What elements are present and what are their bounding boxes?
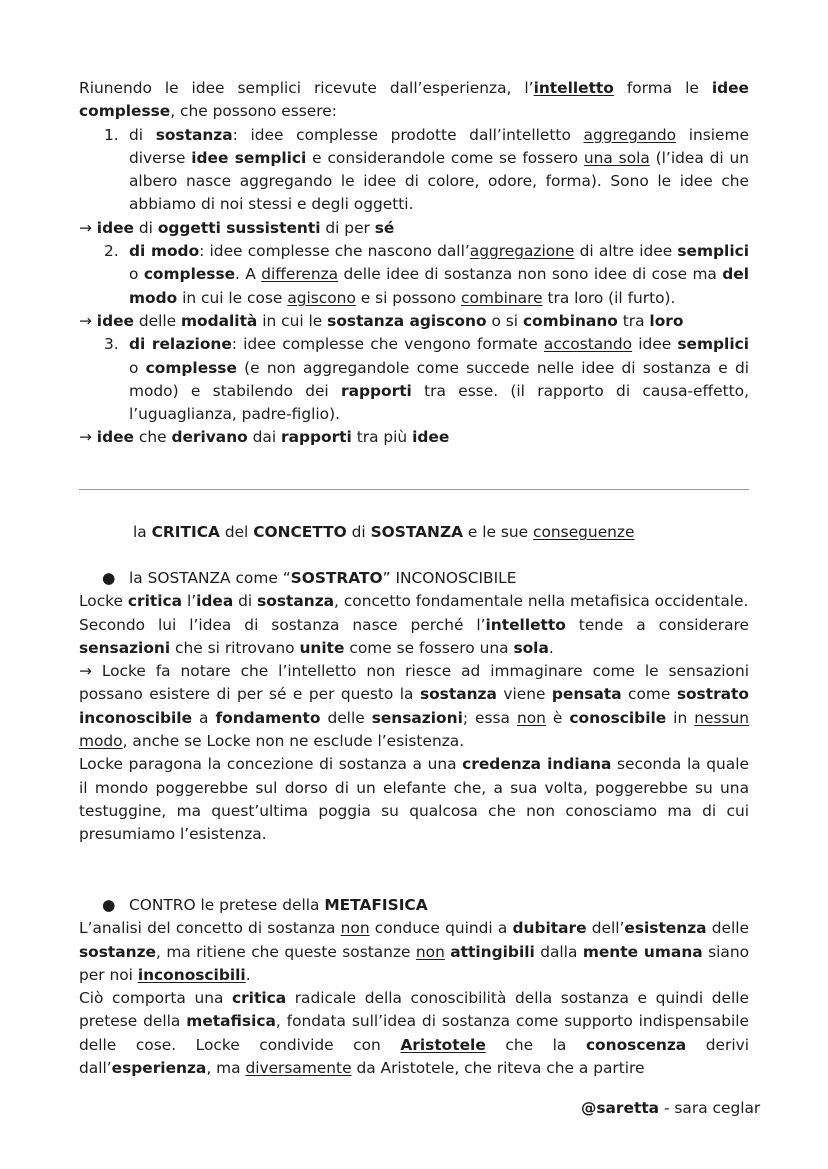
arrow-note-sostanza [79,217,749,240]
arrow-note-modo [79,310,749,333]
text-run: conoscibile [569,708,667,727]
section-heading [133,521,634,544]
text-run [138,966,246,984]
text-run: metafisica [186,1012,276,1031]
footer-signature [581,1097,760,1120]
list-item-relazione [104,333,749,426]
text-run: una sola [583,148,650,167]
paragraph [79,917,749,987]
paragraph [79,614,749,661]
text-run: delle idee di sostanza non sono idee di cose ma [338,265,723,284]
text-run: : idee complesse che vengono formate [231,335,544,354]
text-run: fondamento [215,708,321,727]
text-run: idee [632,335,678,354]
text-run: idee [412,428,450,447]
text-run: Riunendo le idee semplici ricevute dall’esperienza, l’ [79,79,534,97]
text-run: critica [231,989,287,1008]
text-run: la SOSTANZA come “ [129,569,291,587]
section-metafisica [79,894,749,1080]
text-run: accostando [543,335,633,354]
text-run: → [79,428,97,447]
text-run: (e non aggregandole come succede nelle idee di sostanza e di modo) e stabilendo dei [129,358,749,400]
text-run: CONCETTO [253,523,347,541]
text-run: delle [320,708,372,727]
text-run: dubitare [512,919,587,938]
text-run: idee [96,311,134,330]
text-run: non [516,708,546,727]
text-run: conoscenza [585,1035,687,1054]
bullet-title [129,569,516,587]
text-run: sostanza [419,685,497,704]
list-number: 2. [104,242,119,261]
text-run: delle [706,919,749,938]
text-run: che la [485,1035,586,1054]
text-run: da Aristotele, che riteva che a partire [351,1059,645,1078]
text-run [400,1036,485,1054]
text-run: che [133,428,172,447]
section-sostrato [79,567,749,847]
list-item-text [129,126,749,214]
paragraph [79,590,749,613]
text-run: oggetti sussistenti [157,218,321,237]
text-run: credenza indiana [462,755,612,774]
text-run: sostanza agiscono [327,311,487,330]
text-run: tra più [351,428,413,447]
text-run: la [133,523,152,541]
text-run: Aristotele [400,1035,486,1054]
text-run: di modo [129,242,200,261]
text-run: di [346,523,371,541]
text-run: dai [247,428,281,447]
text-run: sola [513,638,549,657]
text-run: , ma [206,1059,246,1078]
list-item-text [129,335,749,423]
list-item-modo [104,240,749,310]
text-run: in [666,708,695,727]
text-run: in cui le cose [177,288,288,307]
text-run: , ma ritiene che queste sostanze [156,942,416,961]
text-run: ; essa [462,708,517,727]
text-run: SOSTRATO [290,569,383,587]
text-run: , anche se Locke non ne esclude l’esistenza. [122,732,465,751]
text-run: aggregando [583,125,677,144]
text-run: di [233,592,258,611]
text-run: mente umana [582,942,703,961]
text-run: inconoscibili [137,965,246,984]
text-run: pensata [551,685,622,704]
idea-list-1 [79,124,749,217]
text-run: e le sue [463,523,534,541]
list-number: 1. [104,125,119,144]
text-run: ” INCONOSCIBILE [382,569,517,587]
text-run: nessun modo [79,708,749,751]
text-run: tra loro (il furto). [542,288,676,307]
paragraph [79,753,749,846]
text-run: , fondata sull’idea di sostanza come supporto indispensabile delle cose. Locke condivide con [79,1012,749,1054]
text-run: : idee complesse che nascono dall’ [199,242,470,261]
text-run: complesse [145,358,237,377]
text-run: e considerandole come se fossero [306,148,584,167]
text-run: combinano [522,311,618,330]
text-run: Secondo lui l’idea di sostanza nasce perché l’ [79,615,486,634]
text-run: . [548,638,554,657]
author-handle: @saretta [581,1099,660,1117]
text-run: . [245,965,251,984]
text-run: che si ritrovano [170,638,300,657]
author-name: - sara ceglar [659,1099,761,1117]
text-run: complesse [143,265,236,284]
text-run: , concetto fondamentale nella metafisica occidentale. [334,592,749,611]
bullet-dot-icon: ● [102,896,116,914]
text-run: sensazioni [79,638,171,657]
text-run: CRITICA [151,523,220,541]
list-item-sostanza [104,124,749,217]
text-run: sostanza [257,592,335,611]
text-run: e si possono [355,288,462,307]
text-run: o [129,358,146,377]
arrow-note-relazione [79,426,749,449]
text-run: insieme diverse [129,125,749,167]
text-run: idee complesse [79,79,749,121]
text-run [534,79,614,97]
text-run: di per [320,218,375,237]
text-run: del [219,523,254,541]
text-run: derivi dall’ [79,1035,749,1078]
text-run: modalità [181,311,258,330]
text-run: unite [299,638,345,657]
text-run: agiscono [287,288,356,307]
text-run: Locke [79,592,128,611]
text-run: rapporti [341,381,412,400]
text-run: L’analisi del concetto di sostanza [79,919,341,938]
text-run: derivano [171,428,248,447]
intro-paragraph [79,77,749,124]
text-run: è [545,708,570,727]
text-run: tende a considerare [565,615,749,634]
text-run: intelletto [485,615,566,634]
bullet-dot-icon: ● [102,569,116,587]
text-run: conseguenze [533,523,635,541]
text-run: tra [617,311,650,330]
text-run: di [129,125,156,144]
text-run: intelletto [533,79,614,97]
text-run: esperienza [111,1059,207,1078]
text-run: forma le [613,79,712,97]
text-run: . A [235,265,262,284]
text-run: METAFISICA [324,896,428,914]
text-run: critica [127,592,183,611]
text-run: non [415,942,445,961]
text-run: → [79,311,97,330]
text-run: conduce quindi a [369,919,513,938]
text-run: l’ [182,592,197,611]
text-run: sostanze [79,942,156,961]
text-run: semplici [677,242,749,261]
text-run: a [192,708,216,727]
text-run: : idee complesse prodotte dall’intelletto [232,125,584,144]
text-run: CONTRO le pretese della [129,896,325,914]
list-number: 3. [104,335,119,354]
text-run: diversamente [245,1059,352,1078]
text-run: di relazione [129,335,232,354]
text-run: Locke paragona la concezione di sostanza a una [79,755,463,774]
text-run: esistenza [624,919,707,938]
text-run: come [621,685,677,704]
text-run: idee [96,218,134,237]
bullet-sostrato [79,567,749,590]
text-run: o [129,265,144,284]
text-run: attingibili [450,942,535,961]
text-run: combinare [461,288,543,307]
text-run: siano per noi [79,942,749,984]
text-run: sensazioni [371,708,463,727]
text-run: di altre idee [574,242,678,261]
section-ideas [79,77,749,450]
text-run: Ciò comporta una [79,989,232,1008]
text-run: SOSTANZA [370,523,464,541]
text-run: in cui le [257,311,328,330]
text-run: → Locke fa notare che l’intelletto non riesce ad immaginare come le sensazioni possano esistere di per sé e per questo la [79,662,749,704]
text-run: aggregazione [469,242,575,261]
text-run: viene [496,685,552,704]
paragraph [79,987,749,1080]
text-run: tra esse. (il rapporto di causa-effetto, l’uguaglianza, padre-figlio). [129,381,749,424]
text-run: delle [133,311,182,330]
text-run: seconda la quale il mondo poggerebbe sul dorso di un elefante che, a sua volta, poggerebbe su una testuggine, ma quest’ultima poggia su qualcosa che non conosciamo ma di cui presumiamo l’esistenza. [79,755,749,844]
text-run: come se fossero una [344,638,514,657]
text-run: non [340,919,370,938]
bullet-metafisica [79,894,749,917]
idea-list-2 [79,240,749,310]
text-run: sé [374,218,395,237]
text-run: (l’idea di un albero nasce aggregando le idee di colore, odore, forma). Sono le idee che abbiamo di noi stessi e degli oggetti. [129,148,749,214]
text-run: differenza [261,265,339,284]
text-run: sostanza [155,125,233,144]
text-run: radicale della conoscibilità della sostanza e quindi delle pretese della [79,989,750,1031]
horizontal-divider [79,489,749,490]
text-run: idea [196,592,234,611]
text-run: idee [96,428,134,447]
list-item-text [129,242,749,307]
text-run: o si [486,311,523,330]
text-run: semplici [677,335,749,354]
bullet-title [129,896,428,914]
text-run: dalla [534,942,583,961]
text-run: , che possono essere: [170,102,337,121]
text-run: rapporti [281,428,352,447]
text-run: dell’ [586,919,625,938]
text-run: del modo [129,265,749,307]
paragraph [79,660,749,753]
text-run: → [79,218,97,237]
text-run: sostrato inconoscibile [79,685,749,727]
text-run: loro [649,311,684,330]
idea-list-3 [79,333,749,426]
text-run: di [133,218,158,237]
text-run: idee semplici [191,148,307,167]
